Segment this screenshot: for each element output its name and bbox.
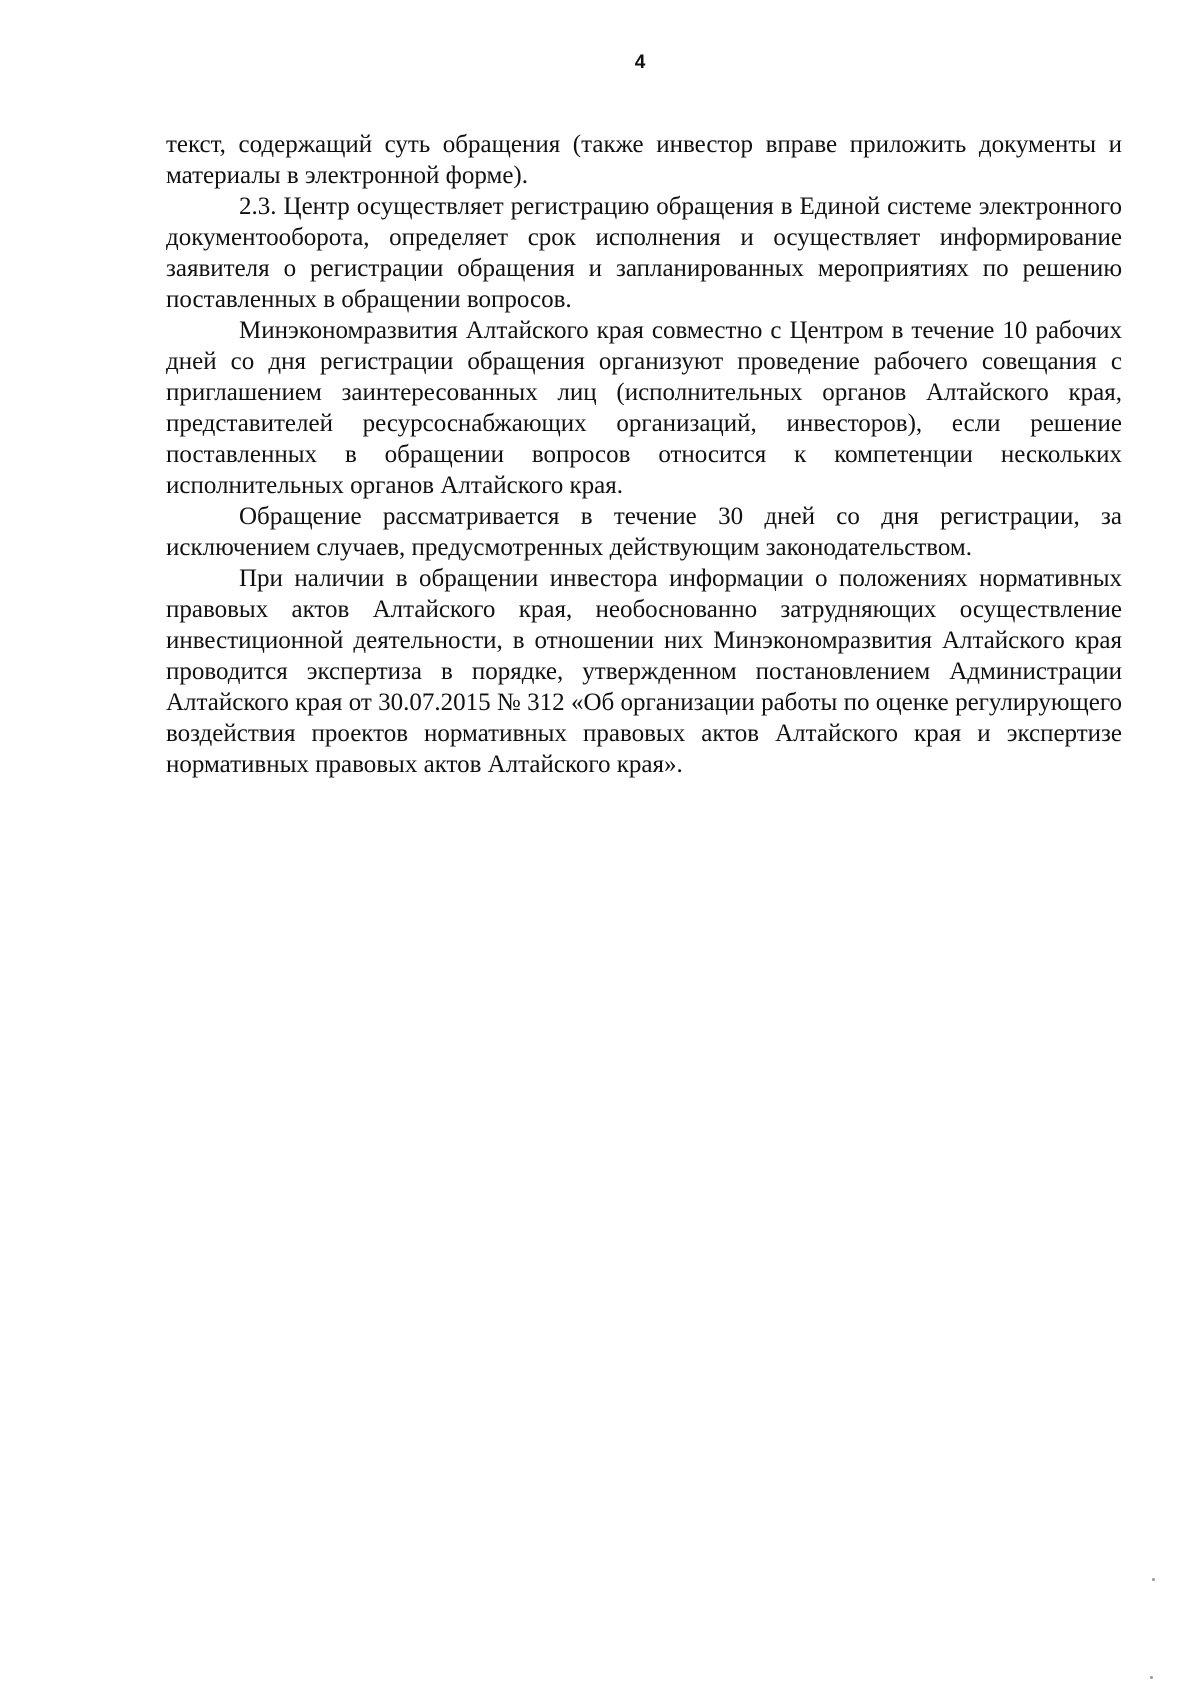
paragraph-working-meeting: Минэкономразвития Алтайского края совместно с Центром в течение 10 рабочих дней со дня регистрации обращения организуют проведение рабочего совещания с приглашением заинтересованных лиц (исполнительных органов Алтайского края, представителей ресурсоснабжающих организаций, инвесторов), если решение поставленных в обращении вопросов относится к компетенции нескольких исполнительных органов Алтайского края. (166, 317, 1122, 499)
paragraph-clause-2-3: 2.3. Центр осуществляет регистрацию обращения в Единой системе электронного документооборота, определяет срок исполнения и осуществляет информирование заявителя о регистрации обращения и запланированных мероприятиях по решению поставленных в обращении вопросов. (166, 193, 1122, 313)
document-body (166, 129, 1122, 780)
paragraph-review-period: Обращение рассматривается в течение 30 дней со дня регистрации, за исключением случаев, предусмотренных действующим законодательством. (166, 503, 1122, 561)
paragraph-expertise: При наличии в обращении инвестора информации о положениях нормативных правовых актов Алтайского края, необоснованно затрудняющих осуществление инвестиционной деятельности, в отношении них Минэкономразвития Алтайского края проводится экспертиза в порядке, утвержденном постановлением Администрации Алтайского края от 30.07.2015 № 312 «Об организации работы по оценке регулирующего воздействия проектов нормативных правовых актов Алтайского края и экспертизе нормативных правовых актов Алтайского края». (166, 565, 1122, 778)
page-number: 4 (634, 52, 646, 73)
scan-speck (1150, 1676, 1153, 1679)
scan-speck (1152, 1578, 1155, 1581)
paragraph-continuation: текст, содержащий суть обращения (также инвестор вправе приложить документы и материалы в электронной форме). (166, 131, 1122, 189)
